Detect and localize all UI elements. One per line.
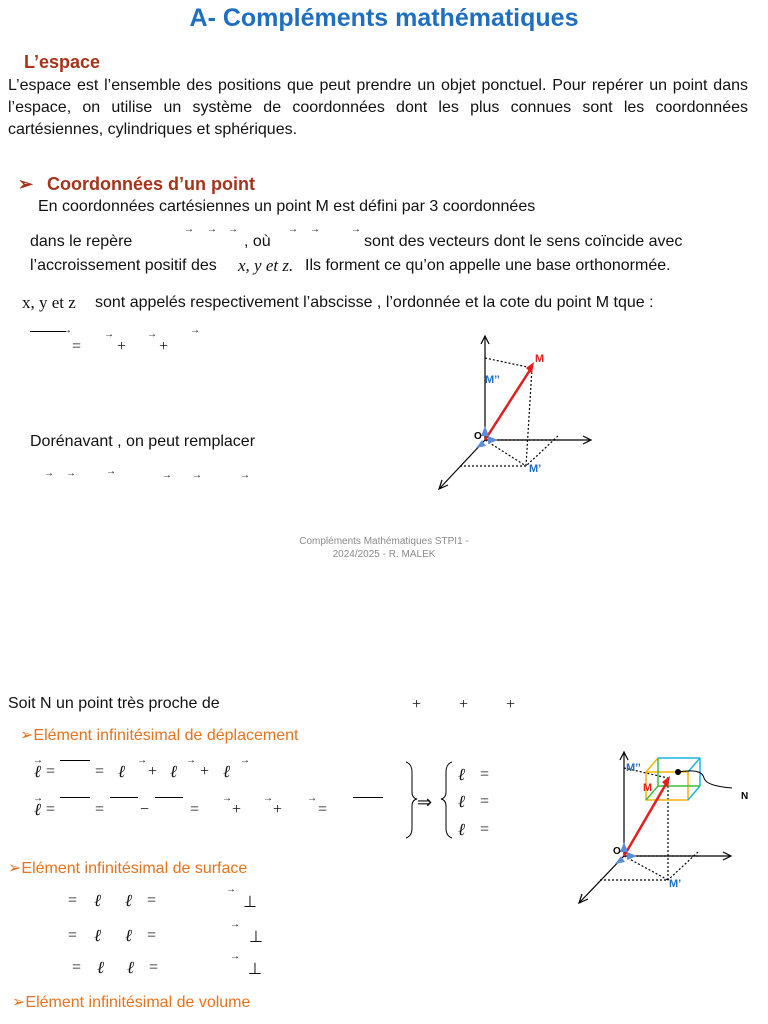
vector-arrow: → — [228, 224, 238, 235]
ell-symbol: ℓ — [127, 958, 135, 977]
vector-arrow: → — [240, 755, 250, 766]
soit-n-line: Soit N un point très proche de — [8, 695, 220, 712]
coord-line-4b: sont appelés respectivement l’abscisse , l’ordonnée et la cote du point M tque : — [95, 294, 654, 311]
ell-symbol: ℓ — [458, 765, 466, 784]
vector-arrow: → — [222, 793, 232, 804]
equals-sign: = — [480, 766, 490, 783]
equals-sign: = — [72, 338, 82, 355]
label-N: N — [741, 791, 749, 802]
vector-arrow: → — [62, 325, 72, 336]
vector-arrow: → — [33, 755, 43, 766]
vector-arrow: → — [162, 470, 172, 481]
footer-line-2: 2024/2025 - R. MALEK — [332, 549, 436, 560]
ell-symbol: ℓ — [170, 762, 178, 781]
ell-symbol: ℓ — [34, 800, 42, 819]
section-heading-espace: L’espace — [24, 52, 101, 72]
vector-arrow: → — [351, 224, 361, 235]
coord-line-1: En coordonnées cartésiennes un point M est défini par 3 coordonnées — [38, 198, 536, 215]
vector-arrow: → — [240, 470, 250, 481]
vector-arrow: → — [230, 951, 240, 962]
vector-arrow: → — [106, 466, 116, 477]
footer-line-1: Compléments Mathématiques STPI1 - — [299, 536, 469, 547]
equals-sign: = — [72, 959, 82, 976]
vector-arrow: → — [147, 329, 157, 340]
equals-sign: = — [149, 959, 159, 976]
vector-arrow: → — [288, 224, 298, 235]
coord-line-4a: x, y et z — [22, 293, 76, 312]
equals-sign: = — [46, 801, 56, 818]
vector-bar — [60, 760, 90, 761]
label-O: O — [474, 431, 482, 442]
ell-symbol: ℓ — [125, 926, 133, 945]
label-M: M — [535, 353, 545, 365]
perp-sign: ⊥ — [248, 961, 262, 978]
coordinate-figure-2 — [572, 748, 762, 908]
vector-arrow: → — [137, 755, 147, 766]
equals-sign: = — [68, 892, 78, 909]
coord-line-3b: Ils forment ce qu’on appelle une base orthonormée. — [305, 257, 671, 274]
plus-sign: + — [232, 801, 242, 818]
vector-arrow: → — [184, 224, 194, 235]
espace-paragraph: L’espace est l’ensemble des positions que peut prendre un objet ponctuel. Pour repérer un point dans l’espace, on utilise un système de coordonnées dont les plus connues sont les coordonnées cartésiennes, cylindriques et sphériques. — [8, 77, 748, 138]
bullet-arrow: ➢ — [18, 174, 34, 194]
plus-sign: + — [200, 763, 210, 780]
equals-sign: = — [190, 801, 200, 818]
equals-sign: = — [480, 793, 490, 810]
plus-sign: + — [506, 696, 516, 713]
vector-bar — [155, 797, 183, 798]
ell-symbol: ℓ — [97, 958, 105, 977]
ell-symbol: ℓ — [458, 792, 466, 811]
equals-sign: = — [95, 763, 105, 780]
section-heading-coordonnees: Coordonnées d’un point — [47, 174, 255, 194]
equals-sign: = — [147, 927, 157, 944]
coordinate-figure-1 — [430, 330, 610, 495]
element-surface-heading: ➢Elément infinitésimal de surface — [8, 860, 248, 877]
equals-sign: = — [46, 763, 56, 780]
vector-bar — [30, 331, 66, 332]
plus-sign: + — [459, 696, 469, 713]
equals-sign: = — [480, 821, 490, 838]
minus-sign: − — [140, 801, 150, 818]
coord-line-2b: , où — [244, 233, 271, 250]
coord-line-5: Dorénavant , on peut remplacer — [30, 433, 256, 450]
vector-arrow: → — [104, 329, 114, 340]
vector-arrow: → — [263, 793, 273, 804]
vector-bar — [353, 797, 383, 798]
vector-arrow: → — [230, 919, 240, 930]
equals-sign: = — [68, 927, 78, 944]
label-O: O — [613, 846, 621, 857]
ell-symbol: ℓ — [458, 820, 466, 839]
coord-line-3a: l’accroissement positif des — [30, 257, 217, 274]
coord-line-2a: dans le repère — [30, 233, 133, 250]
vector-arrow: → — [190, 325, 200, 336]
equals-sign: = — [95, 801, 105, 818]
perp-sign: ⊥ — [249, 929, 263, 946]
vector-arrow: → — [307, 793, 317, 804]
plus-sign: + — [148, 763, 158, 780]
perp-sign: ⊥ — [243, 894, 257, 911]
label-M-prime: M’ — [529, 463, 542, 475]
implies-sign: ⇒ — [417, 792, 433, 812]
ell-symbol: ℓ — [94, 891, 102, 910]
page-title: A- Compléments mathématiques — [189, 4, 579, 32]
ell-symbol: ℓ — [223, 762, 231, 781]
vector-arrow: → — [33, 793, 43, 804]
label-M-double-prime: M’’ — [626, 762, 641, 774]
vector-arrow: → — [207, 224, 217, 235]
vector-arrow: → — [186, 755, 196, 766]
plus-sign: + — [159, 338, 169, 355]
equals-sign: = — [147, 892, 157, 909]
ell-symbol: ℓ — [94, 926, 102, 945]
vector-arrow: → — [192, 470, 202, 481]
ell-symbol: ℓ — [34, 762, 42, 781]
vector-arrow: → — [310, 224, 320, 235]
equals-sign: = — [318, 801, 328, 818]
label-M-prime: M’ — [669, 878, 682, 890]
vector-arrow: → — [66, 468, 76, 479]
element-volume-heading: ➢Elément infinitésimal de volume — [12, 994, 251, 1011]
coord-vars: x, y et z. — [238, 256, 294, 275]
plus-sign: + — [117, 338, 127, 355]
label-M-double-prime: M’’ — [485, 374, 500, 386]
vector-arrow: → — [44, 468, 54, 479]
vector-bar — [60, 797, 90, 798]
plus-sign: + — [273, 801, 283, 818]
ell-symbol: ℓ — [125, 891, 133, 910]
plus-sign: + — [412, 696, 422, 713]
ell-symbol: ℓ — [118, 762, 126, 781]
label-M: M — [643, 782, 653, 794]
element-deplacement-heading: ➢Elément infinitésimal de déplacement — [20, 727, 299, 744]
vector-bar — [110, 797, 138, 798]
coord-line-2c: sont des vecteurs dont le sens coïncide avec — [364, 233, 683, 250]
vector-arrow: → — [226, 884, 236, 895]
